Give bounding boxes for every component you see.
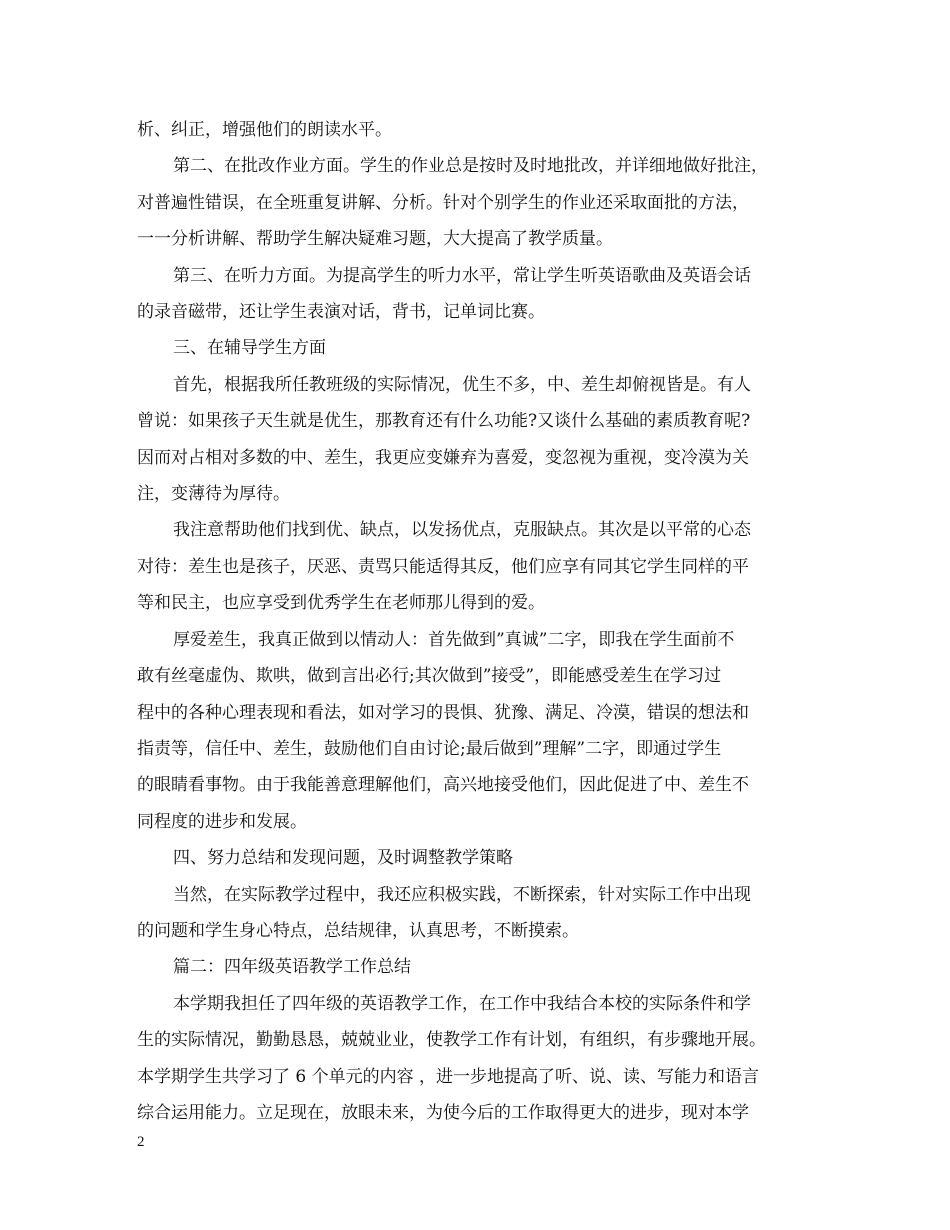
text-line: 综合运用能力。立足现在，放眼未来，为使今后的工作取得更大的进步，现对本学 [137,1102,749,1123]
paragraph-listening [137,258,819,331]
text-line: 同程度的进步和发展。 [137,811,307,832]
paragraph-continued [137,112,819,148]
text-line: 的录音磁带，还让学生表演对话，背书，记单词比赛。 [137,302,545,323]
text-line: 对普遍性错误，在全班重复讲解、分析。针对个别学生的作业还采取面批的方法， [137,192,749,213]
text-line: 四、努力总结和发现问题，及时调整教学策略 [173,848,513,869]
text-line: 厚爱差生，我真正做到以情动人：首先做到”真诚”二字，即我在学生面前不 [173,629,735,650]
paragraph-first [137,367,819,513]
text-line: 对待：差生也是孩子，厌恶、责骂只能适得其反，他们应享有同其它学生同样的平 [137,556,749,577]
text-line: 篇二：四年级英语教学工作总结 [173,957,411,978]
document-body [137,112,819,1131]
text-line: 第三、在听力方面。为提高学生的听力水平，常让学生听英语歌曲及英语会话 [173,265,751,286]
text-line: 第二、在批改作业方面。学生的作业总是按时及时地批改，并详细地做好批注， [173,156,768,177]
paragraph-care [137,622,819,840]
paragraph-semester [137,986,819,1132]
text-line: 的眼睛看事物。由于我能善意理解他们，高兴地接受他们，因此促进了中、差生不 [137,775,749,796]
text-line: 我注意帮助他们找到优、缺点，以发扬优点，克服缺点。其次是以平常的心态 [173,520,751,541]
section-heading-tutoring [137,330,819,366]
text-line: 当然，在实际教学过程中，我还应积极实践，不断探索，针对实际工作中出现 [173,884,751,905]
section-heading-summary [137,840,819,876]
text-line: 一一分析讲解、帮助学生解决疑难习题，大大提高了教学质量。 [137,229,613,250]
text-line: 敢有丝毫虚伪、欺哄，做到言出必行;其次做到”接受”，即能感受差生在学习过 [137,666,722,687]
text-line: 曾说：如果孩子天生就是优生，那教育还有什么功能?又谈什么基础的素质教育呢? [137,411,751,432]
text-line: 的问题和学生身心特点，总结规律，认真思考，不断摸索。 [137,920,579,941]
text-line: 析、纠正，增强他们的朗读水平。 [137,120,392,140]
text-line: 首先，根据我所任教班级的实际情况，优生不多，中、差生却俯视皆是。有人 [173,374,751,395]
text-line: 生的实际情况，勤勤恳恳，兢兢业业，使教学工作有计划，有组织，有步骤地开展。 [137,1030,766,1051]
paragraph-homework [137,148,819,257]
text-line: 因而对占相对多数的中、差生，我更应变嫌弃为喜爱，变忽视为重视，变冷漠为关 [137,447,749,468]
text-line: 指责等，信任中、差生，鼓励他们自由讨论;最后做到”理解”二字，即通过学生 [137,738,722,759]
paragraph-practice [137,877,819,950]
text-line: 注，变薄待为厚待。 [137,484,290,505]
text-line: 程中的各种心理表现和看法，如对学习的畏惧、犹豫、满足、冷漠，错误的想法和 [137,702,749,723]
page-number: 2 [137,1134,145,1150]
section-heading-part-two [137,949,819,985]
text-line: 本学期我担任了四年级的英语教学工作，在工作中我结合本校的实际条件和学 [173,993,751,1014]
text-line: 三、在辅导学生方面 [173,338,326,359]
text-line: 等和民主，也应享受到优秀学生在老师那儿得到的爱。 [137,593,545,614]
text-line: 本学期学生共学习了 6 个单元的内容 ，进一步地提高了听、说、读、写能力和语言 [137,1066,760,1087]
paragraph-strengths [137,512,819,621]
